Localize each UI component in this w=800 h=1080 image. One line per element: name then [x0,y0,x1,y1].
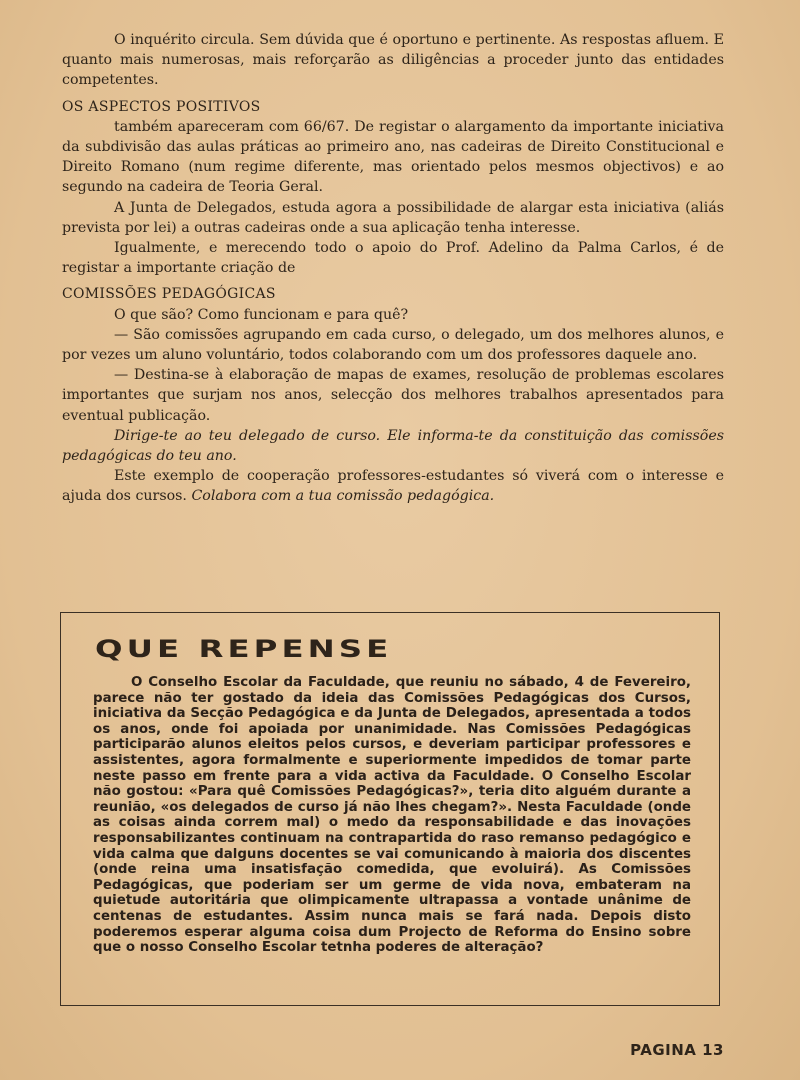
paragraph-palma-carlos: Igualmente, e merecendo todo o apoio do Prof. Adelino da Palma Carlos, é de registar a importante criação de [62,240,724,277]
heading-pedagogical-commissions: COMISSÕES PEDAGÓGICAS [62,286,276,303]
paragraph-inquiry: O inquérito circula. Sem dúvida que é oportuno e pertinente. As respostas afluem. E quanto mais numerosas, mais reforçarão as diligências a proceder junto das entidades competentes. [62,32,724,89]
paragraph-junta-delegados: A Junta de Delegados, estuda agora a possibilidade de alargar esta iniciativa (aliás prevista por lei) a outras cadeiras onde a sua aplicação tenha interesse. [62,199,724,236]
paragraph-questions: O que são? Como funcionam e para quê? [114,306,409,323]
box-title: QUE REPENSE [95,635,393,663]
paragraph-what-they-are: — São comissões agrupando em cada curso, o delegado, um dos melhores alunos, e por vezes um aluno voluntário, todos colaborando com um dos professores daquele ano. [62,326,724,364]
que-repense-box [60,612,720,1006]
box-paragraph: O Conselho Escolar da Faculdade, que reuniu no sábado, 4 de Fevereiro, parece não ter gostado da ideia das Comissões Pedagógicas dos Cursos, iniciativa da Secção Pedagógica e da Junta de Delegados, apresentada a todos os anos, onde foi apoiada por unanimidade. Nas Comissões Pedagógicas participarão alunos eleitos pelos cursos, e deveriam participar professores e assistentes, agora formalmente e superiormente impedidos de tomar parte neste passo em frente para a vida activa da Faculdade. O Conselho Escolar não gostou: «Para quê Comissões Pedagógicas?», teria dito alguém durante a reunião, «os delegados de curso já não lhes chegam?». Nesta Faculdade (onde as coisas ainda correm mal) o medo da responsabilidade e das inovações responsabilizantes continuam na contrapartida do raso remanso pedagógico e vida calma que dalguns docentes se vai comunicando à maioria dos discentes (onde reina uma insatisfação comedida, que evoluirá). As Comissões Pedagógicas, que poderiam ser um germe de vida nova, embateram na quietude autoritária que olimpicamente ultrapassa a vontade unânime de centenas de estudantes. Assim nunca mais se fará nada. Depois disto poderemos esperar alguma coisa dum Projecto de Reforma do Ensino sobre que o nosso Conselho Escolar tetnha poderes de alteração? [93,675,691,956]
page-number: PAGINA 13 [630,1041,724,1059]
box-body [93,675,691,956]
paragraph-purpose: — Destina-se à elaboração de mapas de exames, resolução de problemas escolares importantes que surjam nos anos, selecção dos melhores trabalhos apresentados para eventual publicação. [62,367,724,424]
paragraph-contact-delegate [62,426,724,466]
cooperation-call-to-action: Colabora com a tua comissão pedagógica. [191,488,495,505]
cooperation-text: Este exemplo de cooperação professores-estudantes só viverá com o interesse e ajuda dos cursos. [62,468,724,505]
paragraph-practical-classes: também apareceram com 66/67. De registar o alargamento da importante iniciativa da subdivisão das aulas práticas ao primeiro ano, nas cadeiras de Direito Constitucional e Direito Romano (num regime diferente, mas orientado pelos mesmos objectivos) e ao segundo na cadeira de Teoria Geral. [62,118,724,196]
paragraph-cooperation [62,466,724,506]
heading-positive-aspects: OS ASPECTOS POSITIVOS [62,98,261,115]
article-text [62,30,724,507]
italic-contact-delegate: Dirige-te ao teu delegado de curso. Ele informa-te da constituição das comissões pedagógicas do teu ano. [62,427,724,465]
